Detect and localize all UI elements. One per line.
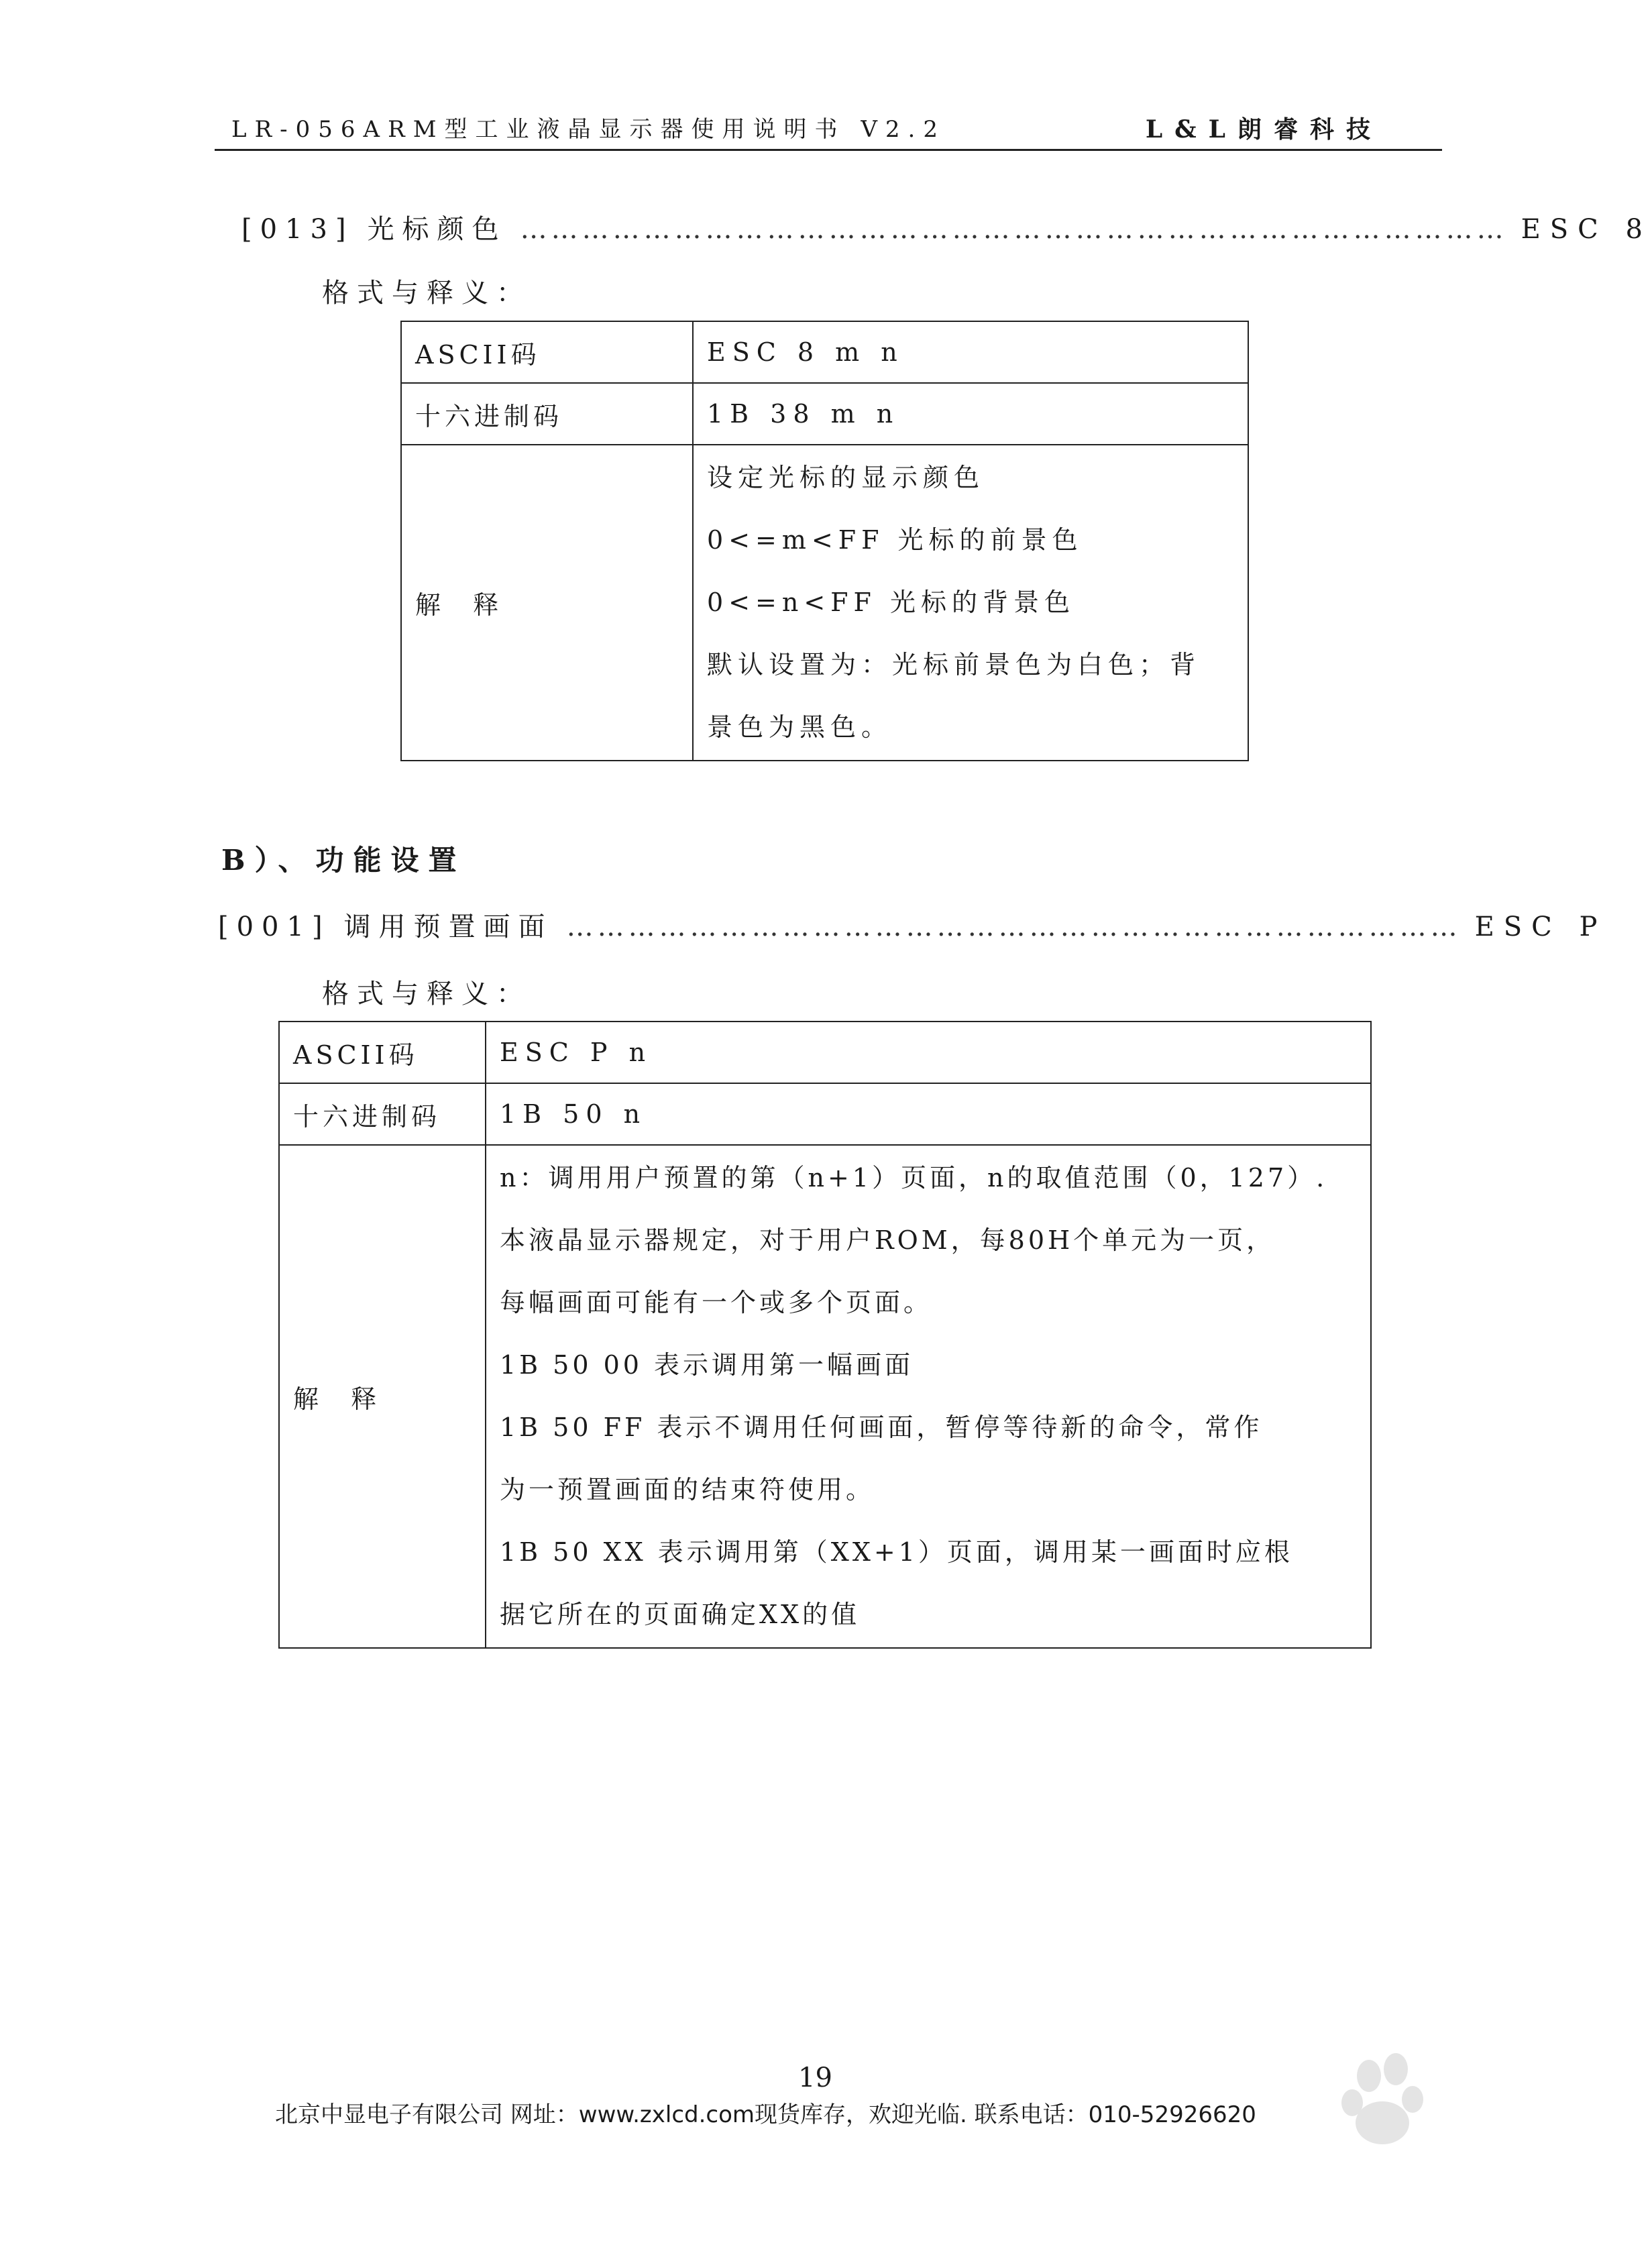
explain-line: 默认设置为：光标前景色为白色；背 bbox=[707, 650, 1201, 679]
explain-content bbox=[486, 1145, 1371, 1648]
hex-label: 十六进制码 bbox=[401, 383, 693, 445]
header-company-name: L&L朗睿科技 bbox=[1145, 115, 1382, 144]
header-document-title: LR-056ARM型工业液晶显示器使用说明书 V2.2 bbox=[231, 116, 946, 143]
page-number: 19 bbox=[798, 2062, 832, 2093]
table-row bbox=[401, 321, 1248, 383]
hex-value: 1B 50 n bbox=[486, 1083, 1371, 1145]
format-label: 格式与释义： bbox=[322, 979, 531, 1009]
explain-line: 据它所在的页面确定XX的值 bbox=[500, 1600, 861, 1629]
entry-title: 光标颜色 bbox=[367, 214, 507, 245]
explain-line: 设定光标的显示颜色 bbox=[707, 463, 985, 492]
explain-line: 0<=m<FF 光标的前景色 bbox=[707, 525, 1083, 555]
explain-line: 1B 50 XX 表示调用第（XX+1）页面，调用某一画面时应根 bbox=[500, 1537, 1293, 1567]
explain-content bbox=[693, 445, 1248, 761]
command-table-013 bbox=[400, 321, 1249, 761]
explain-line: 每幅画面可能有一个或多个页面。 bbox=[500, 1288, 933, 1317]
explain-line: 为一预置画面的结束符使用。 bbox=[500, 1475, 875, 1504]
footer-contact-line: 北京中显电子有限公司 网址：www.zxlcd.com现货库存，欢迎光临. 联系电话：010-52926620 bbox=[275, 2101, 1256, 2128]
explain-line: 0<=n<FF 光标的背景色 bbox=[707, 588, 1075, 617]
ascii-value: ESC 8 m n bbox=[693, 321, 1248, 383]
entry-number: [013] bbox=[241, 214, 354, 245]
explain-line: n：调用用户预置的第（n+1）页面，n的取值范围（0，127）. bbox=[500, 1163, 1328, 1193]
command-table-001 bbox=[278, 1021, 1372, 1649]
entry-title: 调用预置画面 bbox=[343, 912, 553, 942]
ascii-label: ASCII码 bbox=[279, 1022, 486, 1083]
explain-label: 解 释 bbox=[401, 445, 693, 761]
entry-command: ESC 8 bbox=[1521, 214, 1652, 245]
explain-line: 本液晶显示器规定，对于用户ROM，每80H个单元为一页， bbox=[500, 1225, 1276, 1255]
leader-dots: …………………………………………………………………………………… bbox=[520, 214, 1508, 245]
hex-label: 十六进制码 bbox=[279, 1083, 486, 1145]
explain-line: 1B 50 FF 表示不调用任何画面，暂停等待新的命令，常作 bbox=[500, 1413, 1263, 1442]
watermark-paw-icon bbox=[1201, 2036, 1510, 2190]
explain-label: 解 释 bbox=[279, 1145, 486, 1648]
explain-line: 景色为黑色。 bbox=[707, 712, 893, 742]
ascii-value: ESC P n bbox=[486, 1022, 1371, 1083]
hex-value: 1B 38 m n bbox=[693, 383, 1248, 445]
table-row bbox=[279, 1145, 1371, 1648]
section-heading: B）、功能设置 bbox=[221, 844, 466, 877]
entry-heading-013 bbox=[241, 208, 1652, 246]
entry-number: [001] bbox=[218, 912, 331, 942]
header-divider bbox=[215, 149, 1442, 151]
table-row bbox=[401, 383, 1248, 445]
explain-line: 1B 50 00 表示调用第一幅画面 bbox=[500, 1350, 914, 1380]
leader-dots: …………………………………………………………………………… bbox=[566, 912, 1462, 942]
table-row bbox=[401, 445, 1248, 761]
ascii-label: ASCII码 bbox=[401, 321, 693, 383]
entry-command: ESC P bbox=[1474, 912, 1607, 942]
format-label: 格式与释义： bbox=[322, 278, 531, 309]
table-row bbox=[279, 1083, 1371, 1145]
table-row bbox=[279, 1022, 1371, 1083]
entry-heading-001 bbox=[218, 905, 1607, 944]
